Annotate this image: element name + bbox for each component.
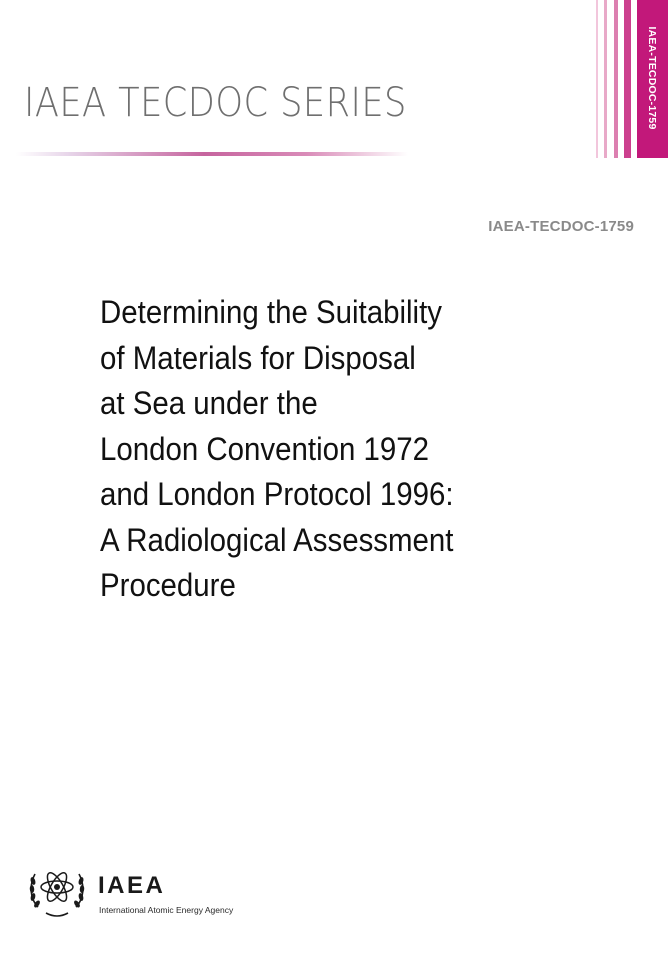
spine-label: IAEA-TECDOC-1759	[646, 26, 658, 130]
publisher-name: International Atomic Energy Agency	[99, 905, 234, 915]
title-line: Procedure	[100, 567, 236, 603]
spine-stripe	[596, 0, 598, 158]
series-title: IAEA TECDOC SERIES	[24, 80, 407, 126]
series-divider	[16, 152, 408, 156]
publisher-acronym: IAEA	[98, 872, 166, 899]
title-line: A Radiological Assessment	[100, 521, 454, 558]
document-number: IAEA-TECDOC-1759	[488, 218, 634, 235]
spine-stripe	[604, 0, 607, 158]
title-line: and London Protocol 1996:	[100, 476, 454, 512]
title-line: of Materials for Disposal	[100, 339, 416, 376]
title-line: London Convention 1972	[100, 430, 430, 467]
atom-olive-wreath-icon	[24, 857, 90, 923]
spine-stripe	[614, 0, 618, 158]
iaea-logo	[24, 857, 314, 927]
spine-stripe	[624, 0, 631, 158]
title-line: Determining the Suitability	[100, 294, 442, 330]
document-title	[100, 290, 580, 609]
title-line: at Sea under the	[100, 385, 318, 421]
